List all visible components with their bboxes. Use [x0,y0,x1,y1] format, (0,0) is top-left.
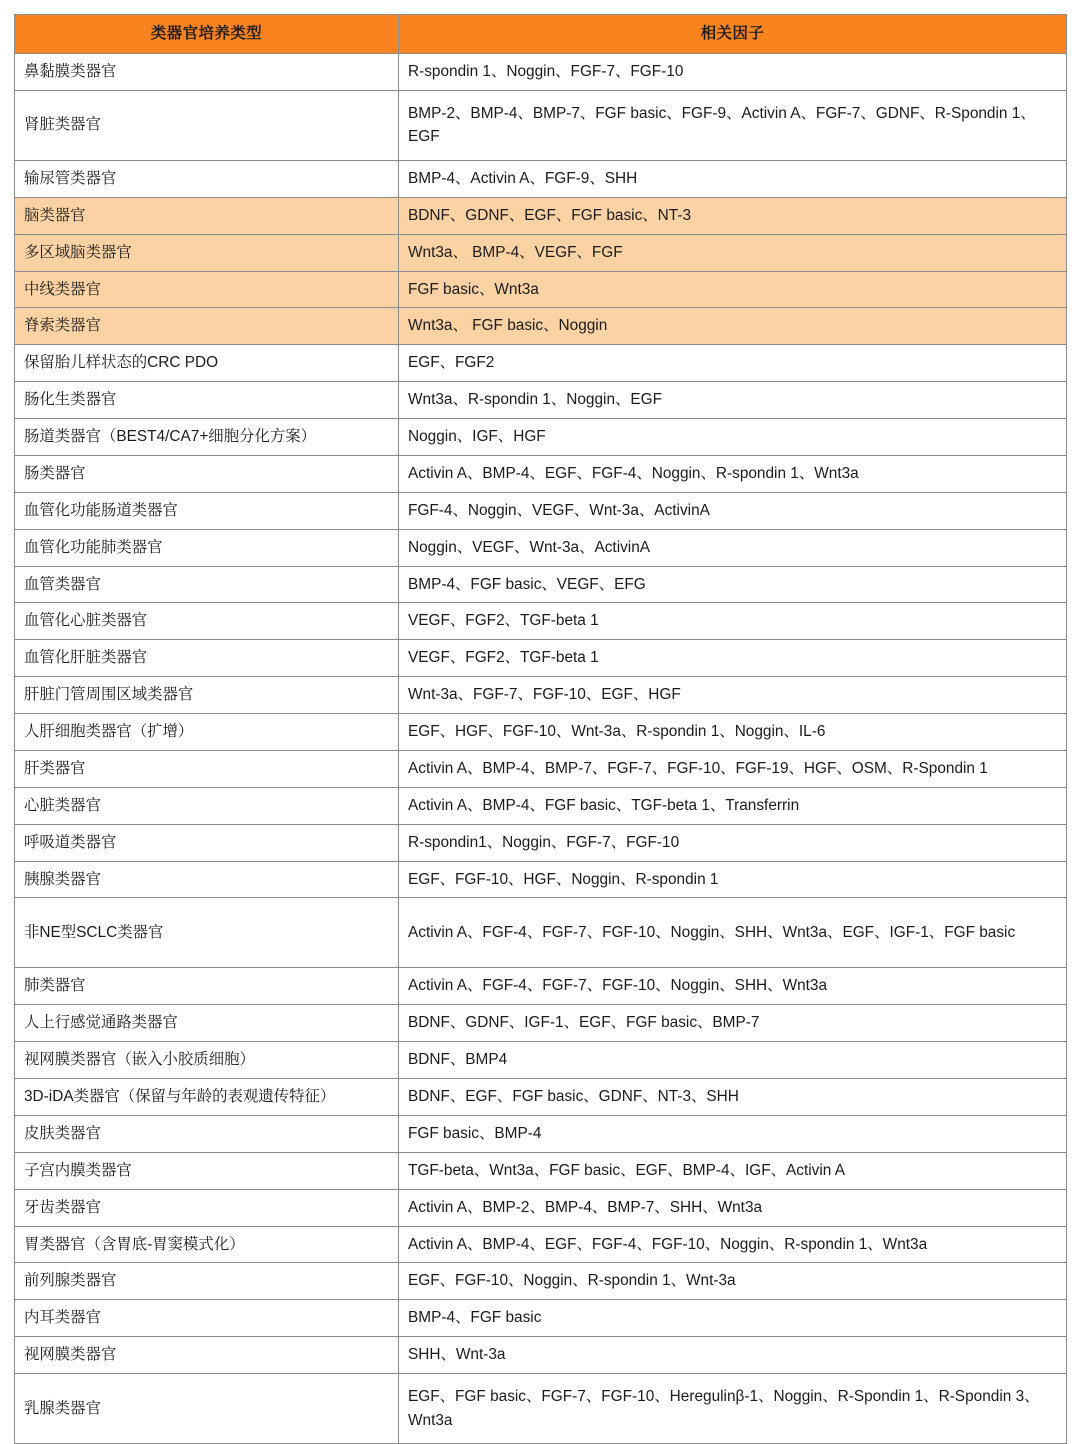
cell-related-factors: FGF basic、BMP-4 [399,1115,1067,1152]
cell-organoid-type: 输尿管类器官 [15,160,399,197]
cell-related-factors: Activin A、FGF-4、FGF-7、FGF-10、Noggin、SHH、Wnt3a [399,968,1067,1005]
cell-organoid-type: 子宫内膜类器官 [15,1152,399,1189]
column-header-related-factors: 相关因子 [399,15,1067,54]
cell-related-factors: FGF basic、Wnt3a [399,271,1067,308]
table-row [15,640,1067,677]
table-row [15,160,1067,197]
table-row [15,308,1067,345]
cell-organoid-type: 皮肤类器官 [15,1115,399,1152]
table-row [15,1152,1067,1189]
table-row [15,750,1067,787]
cell-related-factors: BMP-4、FGF basic、VEGF、EFG [399,566,1067,603]
cell-organoid-type: 人上行感觉通路类器官 [15,1005,399,1042]
cell-organoid-type: 脊索类器官 [15,308,399,345]
cell-organoid-type: 非NE型SCLC类器官 [15,898,399,968]
table-row [15,455,1067,492]
table-row [15,1337,1067,1374]
table-body [15,54,1067,1444]
table-row [15,382,1067,419]
cell-organoid-type: 多区域脑类器官 [15,234,399,271]
cell-organoid-type: 血管化心脏类器官 [15,603,399,640]
cell-related-factors: BDNF、BMP4 [399,1042,1067,1079]
table-row [15,345,1067,382]
cell-related-factors: Activin A、BMP-4、EGF、FGF-4、Noggin、R-spondin 1、Wnt3a [399,455,1067,492]
table-row [15,968,1067,1005]
table-row [15,677,1067,714]
cell-organoid-type: 血管化功能肺类器官 [15,529,399,566]
cell-organoid-type: 前列腺类器官 [15,1263,399,1300]
table-row [15,1374,1067,1444]
cell-related-factors: BMP-4、Activin A、FGF-9、SHH [399,160,1067,197]
table-row [15,603,1067,640]
table-row [15,898,1067,968]
cell-related-factors: Wnt3a、R-spondin 1、Noggin、EGF [399,382,1067,419]
cell-related-factors: BMP-2、BMP-4、BMP-7、FGF basic、FGF-9、Activin A、FGF-7、GDNF、R-Spondin 1、EGF [399,90,1067,160]
cell-related-factors: Wnt3a、 BMP-4、VEGF、FGF [399,234,1067,271]
table-row [15,861,1067,898]
table-row [15,90,1067,160]
cell-related-factors: Activin A、BMP-4、BMP-7、FGF-7、FGF-10、FGF-19、HGF、OSM、R-Spondin 1 [399,750,1067,787]
cell-related-factors: BMP-4、FGF basic [399,1300,1067,1337]
table-row [15,54,1067,91]
cell-organoid-type: 血管化肝脏类器官 [15,640,399,677]
cell-organoid-type: 肺类器官 [15,968,399,1005]
column-header-organoid-type: 类器官培养类型 [15,15,399,54]
cell-related-factors: Wnt-3a、FGF-7、FGF-10、EGF、HGF [399,677,1067,714]
table-row [15,197,1067,234]
cell-related-factors: Activin A、BMP-4、FGF basic、TGF-beta 1、Transferrin [399,787,1067,824]
table-row [15,234,1067,271]
cell-organoid-type: 人肝细胞类器官（扩增） [15,714,399,751]
table-header-row [15,15,1067,54]
table-row [15,1115,1067,1152]
cell-organoid-type: 肠道类器官（BEST4/CA7+细胞分化方案） [15,419,399,456]
cell-related-factors: Noggin、IGF、HGF [399,419,1067,456]
cell-organoid-type: 肠类器官 [15,455,399,492]
cell-organoid-type: 中线类器官 [15,271,399,308]
cell-organoid-type: 胃类器官（含胃底-胃窦模式化） [15,1226,399,1263]
cell-organoid-type: 牙齿类器官 [15,1189,399,1226]
organoid-culture-factor-table [14,14,1067,1444]
cell-related-factors: BDNF、GDNF、EGF、FGF basic、NT-3 [399,197,1067,234]
table-row [15,566,1067,603]
table-row [15,714,1067,751]
cell-organoid-type: 胰腺类器官 [15,861,399,898]
cell-organoid-type: 视网膜类器官 [15,1337,399,1374]
cell-related-factors: EGF、HGF、FGF-10、Wnt-3a、R-spondin 1、Noggin、IL-6 [399,714,1067,751]
cell-organoid-type: 保留胎儿样状态的CRC PDO [15,345,399,382]
cell-organoid-type: 血管类器官 [15,566,399,603]
cell-organoid-type: 乳腺类器官 [15,1374,399,1444]
cell-organoid-type: 内耳类器官 [15,1300,399,1337]
table-row [15,1300,1067,1337]
cell-related-factors: Activin A、FGF-4、FGF-7、FGF-10、Noggin、SHH、Wnt3a、EGF、IGF-1、FGF basic [399,898,1067,968]
table-row [15,1226,1067,1263]
cell-organoid-type: 心脏类器官 [15,787,399,824]
cell-related-factors: TGF-beta、Wnt3a、FGF basic、EGF、BMP-4、IGF、Activin A [399,1152,1067,1189]
cell-related-factors: SHH、Wnt-3a [399,1337,1067,1374]
table-row [15,419,1067,456]
cell-related-factors: FGF-4、Noggin、VEGF、Wnt-3a、ActivinA [399,492,1067,529]
cell-related-factors: EGF、FGF-10、Noggin、R-spondin 1、Wnt-3a [399,1263,1067,1300]
table-row [15,824,1067,861]
cell-related-factors: VEGF、FGF2、TGF-beta 1 [399,603,1067,640]
cell-related-factors: EGF、FGF basic、FGF-7、FGF-10、Heregulinβ-1、Noggin、R-Spondin 1、R-Spondin 3、Wnt3a [399,1374,1067,1444]
cell-related-factors: Activin A、BMP-4、EGF、FGF-4、FGF-10、Noggin、R-spondin 1、Wnt3a [399,1226,1067,1263]
cell-related-factors: BDNF、EGF、FGF basic、GDNF、NT-3、SHH [399,1079,1067,1116]
cell-organoid-type: 肾脏类器官 [15,90,399,160]
table-row [15,529,1067,566]
cell-related-factors: EGF、FGF2 [399,345,1067,382]
cell-related-factors: BDNF、GDNF、IGF-1、EGF、FGF basic、BMP-7 [399,1005,1067,1042]
cell-organoid-type: 呼吸道类器官 [15,824,399,861]
table-row [15,1189,1067,1226]
cell-organoid-type: 肠化生类器官 [15,382,399,419]
cell-organoid-type: 肝脏门管周围区域类器官 [15,677,399,714]
cell-organoid-type: 3D-iDA类器官（保留与年龄的表观遗传特征） [15,1079,399,1116]
cell-related-factors: EGF、FGF-10、HGF、Noggin、R-spondin 1 [399,861,1067,898]
cell-related-factors: R-spondin1、Noggin、FGF-7、FGF-10 [399,824,1067,861]
table-row [15,492,1067,529]
cell-related-factors: Activin A、BMP-2、BMP-4、BMP-7、SHH、Wnt3a [399,1189,1067,1226]
cell-related-factors: Wnt3a、 FGF basic、Noggin [399,308,1067,345]
table-row [15,1042,1067,1079]
table-row [15,271,1067,308]
cell-organoid-type: 肝类器官 [15,750,399,787]
cell-organoid-type: 鼻黏膜类器官 [15,54,399,91]
cell-organoid-type: 视网膜类器官（嵌入小胶质细胞） [15,1042,399,1079]
table-row [15,1005,1067,1042]
table-row [15,1263,1067,1300]
cell-related-factors: R-spondin 1、Noggin、FGF-7、FGF-10 [399,54,1067,91]
table-header [15,15,1067,54]
table-row [15,1079,1067,1116]
table-row [15,787,1067,824]
cell-related-factors: Noggin、VEGF、Wnt-3a、ActivinA [399,529,1067,566]
cell-organoid-type: 脑类器官 [15,197,399,234]
cell-related-factors: VEGF、FGF2、TGF-beta 1 [399,640,1067,677]
cell-organoid-type: 血管化功能肠道类器官 [15,492,399,529]
